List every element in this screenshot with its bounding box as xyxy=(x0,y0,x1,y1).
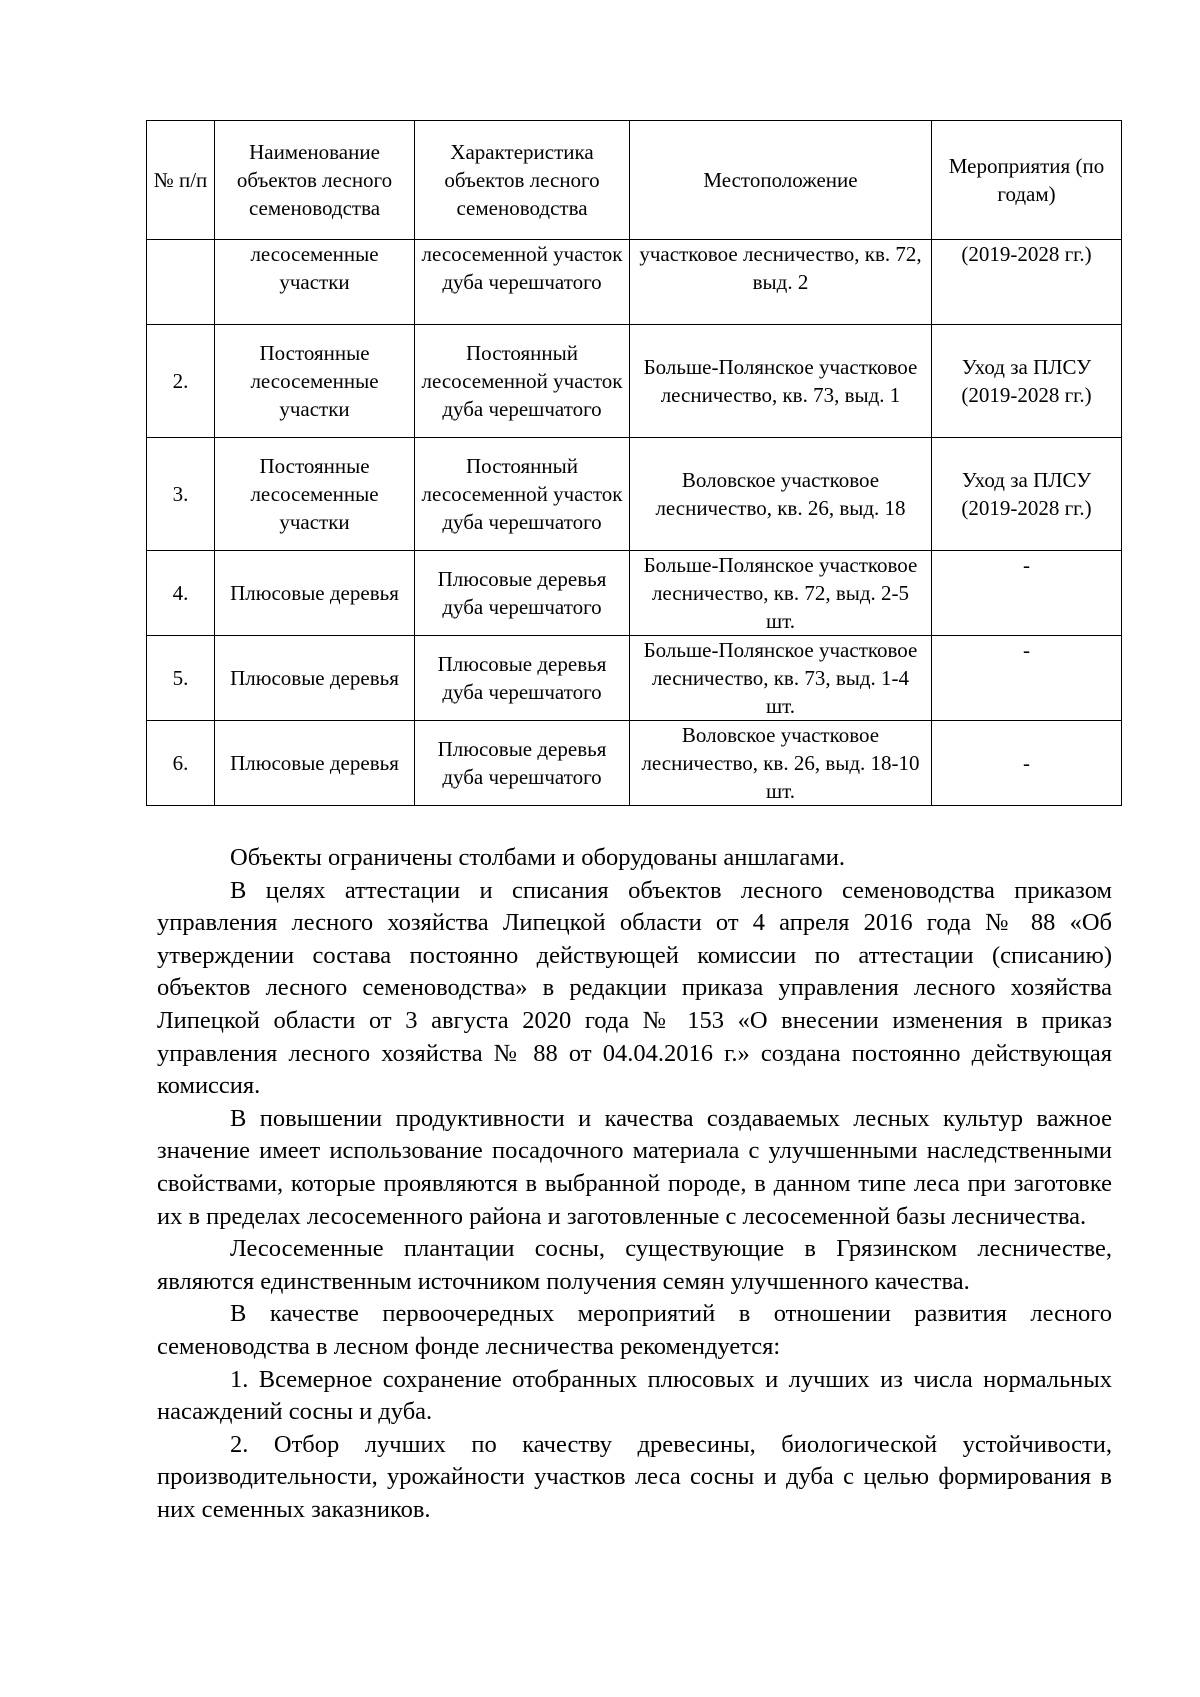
cell-activity: - xyxy=(932,636,1122,721)
header-name: Наименование объектов лесного семеноводства xyxy=(215,121,415,240)
cell-name: Постоянные лесосеменные участки xyxy=(215,438,415,551)
cell-location: Воловское участковое лесничество, кв. 26, выд. 18 xyxy=(630,438,932,551)
list-item: 2. Отбор лучших по качеству древесины, биологической устойчивости, производительности, урожайности участков леса сосны и дуба с целью формирования в них семенных заказников. xyxy=(157,1430,1112,1523)
paragraph: В повышении продуктивности и качества создаваемых лесных культур важное значение имеет использование посадочного материала с улучшенными наследственными свойствами, которые проявляются в выбранной породе, в данном типе леса при заготовке их в пределах лесосеменного района и заготовленные с лесосеменной базы лесничества. xyxy=(157,1104,1112,1230)
paragraph: Лесосеменные плантации сосны, существующие в Грязинском лесничестве, являются единственным источником получения семян улучшенного качества. xyxy=(157,1235,1112,1295)
header-number: № п/п xyxy=(147,121,215,240)
header-activity: Мероприятия (по годам) xyxy=(932,121,1122,240)
list-item: 1. Всемерное сохранение отобранных плюсовых и лучших из числа нормальных насаждений сосны и дуба. xyxy=(157,1365,1112,1426)
body-text xyxy=(157,842,1112,1526)
paragraph: Объекты ограничены столбами и оборудованы аншлагами. xyxy=(230,844,845,871)
header-location: Местоположение xyxy=(630,121,932,240)
cell-characteristic: Плюсовые деревья дуба черешчатого xyxy=(415,721,630,806)
seed-objects-table xyxy=(146,120,1122,806)
cell-location: Больше-Полянское участковое лесничество, кв. 73, выд. 1 xyxy=(630,325,932,438)
cell-number: 2. xyxy=(147,325,215,438)
cell-characteristic: лесосеменной участок дуба черешчатого xyxy=(415,240,630,325)
cell-location: Воловское участковое лесничество, кв. 26, выд. 18-10 шт. xyxy=(630,721,932,806)
cell-name: Плюсовые деревья xyxy=(215,636,415,721)
paragraph: В качестве первоочередных мероприятий в отношении развития лесного семеноводства в лесном фонде лесничества рекомендуется: xyxy=(157,1300,1112,1360)
cell-characteristic: Постоянный лесосеменной участок дуба черешчатого xyxy=(415,438,630,551)
table-row xyxy=(147,438,1122,551)
cell-name: Плюсовые деревья xyxy=(215,721,415,806)
cell-characteristic: Постоянный лесосеменной участок дуба черешчатого xyxy=(415,325,630,438)
cell-name: Постоянные лесосеменные участки xyxy=(215,325,415,438)
cell-name: Плюсовые деревья xyxy=(215,551,415,636)
paragraph: В целях аттестации и списания объектов лесного семеноводства приказом управления лесного хозяйства Липецкой области от 4 апреля 2016 года № 88 «Об утверждении состава постоянно действующей комиссии по аттестации (списанию) объектов лесного семеноводства» в редакции приказа управления лесного хозяйства Липецкой области от 3 августа 2020 года № 153 «О внесении изменения в приказ управления лесного хозяйства № 88 от 04.04.2016 г.» создана постоянно действующая комиссия. xyxy=(157,876,1112,1100)
cell-characteristic: Плюсовые деревья дуба черешчатого xyxy=(415,551,630,636)
table-row xyxy=(147,240,1122,325)
cell-name: лесосеменные участки xyxy=(215,240,415,325)
cell-characteristic: Плюсовые деревья дуба черешчатого xyxy=(415,636,630,721)
cell-activity: - xyxy=(932,551,1122,636)
table-row xyxy=(147,551,1122,636)
table-row xyxy=(147,721,1122,806)
cell-number: 3. xyxy=(147,438,215,551)
cell-activity: Уход за ПЛСУ (2019-2028 гг.) xyxy=(932,438,1122,551)
cell-location: Больше-Полянское участковое лесничество, кв. 73, выд. 1-4 шт. xyxy=(630,636,932,721)
cell-number xyxy=(147,240,215,325)
header-characteristic: Характеристика объектов лесного семеноводства xyxy=(415,121,630,240)
table-row xyxy=(147,325,1122,438)
table-row xyxy=(147,636,1122,721)
cell-location: участковое лесничество, кв. 72, выд. 2 xyxy=(630,240,932,325)
cell-activity: (2019-2028 гг.) xyxy=(932,240,1122,325)
cell-number: 5. xyxy=(147,636,215,721)
cell-location: Больше-Полянское участковое лесничество, кв. 72, выд. 2-5 шт. xyxy=(630,551,932,636)
cell-number: 6. xyxy=(147,721,215,806)
cell-number: 4. xyxy=(147,551,215,636)
cell-activity: Уход за ПЛСУ (2019-2028 гг.) xyxy=(932,325,1122,438)
cell-activity: - xyxy=(932,721,1122,806)
table-header-row xyxy=(147,121,1122,240)
